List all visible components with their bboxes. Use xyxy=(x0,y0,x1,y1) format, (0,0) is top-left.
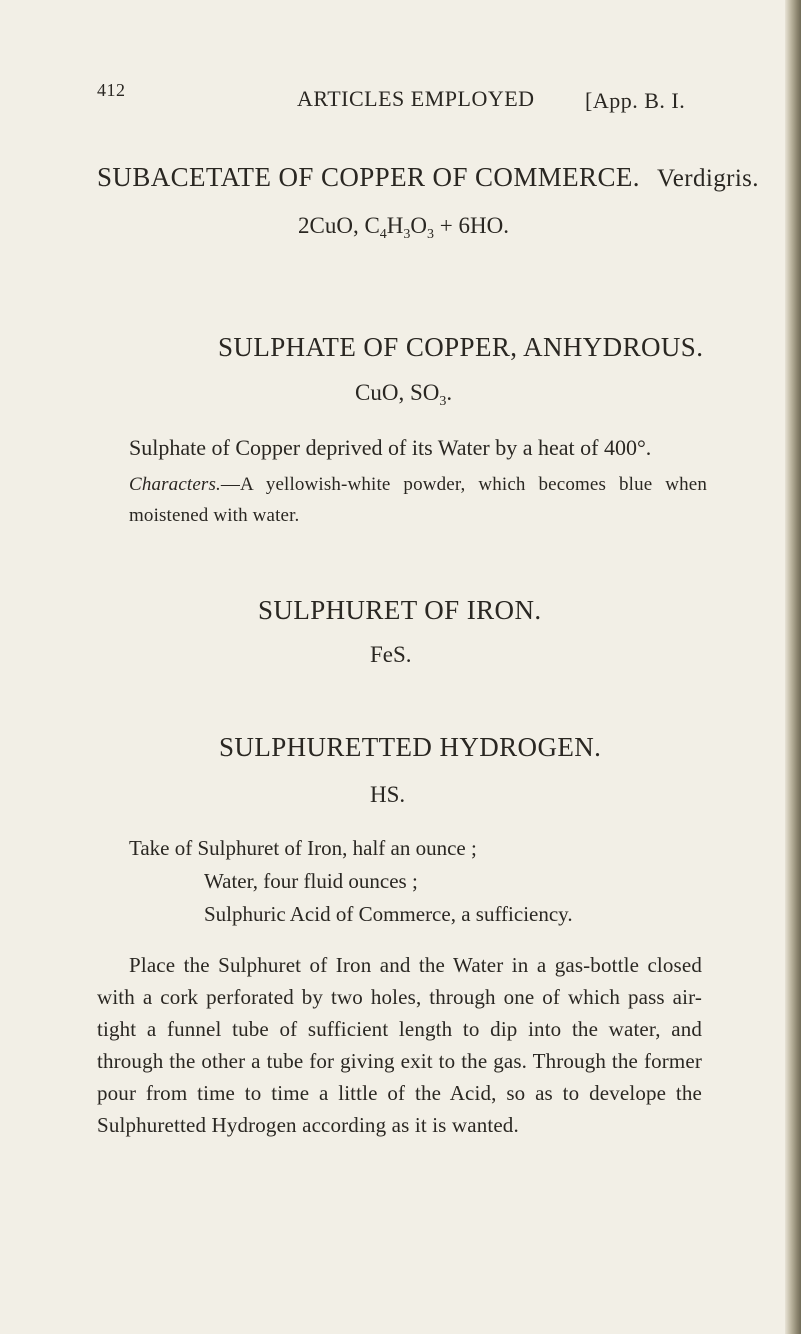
formula-part: O xyxy=(410,213,428,238)
method-paragraph: Place the Sulphuret of Iron and the Water in a gas-bottle closed with a cork perforated by two holes, through one of which pass air-tight a funnel tube of sufficient length to dip into the water, and through the other a tube for giving exit to the gas. Through the former pour from time to time a little of the Acid, so as to develope the Sulphuretted Hydrogen according as it is wanted. xyxy=(97,953,702,1137)
sulphuret-formula: FeS. xyxy=(370,642,412,667)
sulphate-formula xyxy=(355,380,453,409)
formula-part: + 6HO. xyxy=(434,213,509,238)
running-title: ARTICLES EMPLOYED xyxy=(297,86,535,111)
formula-part: . xyxy=(446,380,453,405)
subacetate-title: SUBACETATE OF COPPER OF COMMERCE. xyxy=(97,162,640,192)
formula-part: CuO, SO xyxy=(355,380,440,405)
formula-subscript: 3 xyxy=(403,227,411,242)
recipe-intro: Take of Sulphuret of Iron, half an ounce ; xyxy=(129,836,477,860)
formula-part: 2CuO, C xyxy=(298,213,380,238)
sulphate-description: Sulphate of Copper deprived of its Water by a heat of 400°. xyxy=(129,435,652,460)
page-number: 412 xyxy=(97,80,126,100)
sulphate-title: SULPHATE OF COPPER, ANHYDROUS. xyxy=(218,332,704,362)
hydrogen-formula: HS. xyxy=(370,782,406,807)
characters-label: Characters. xyxy=(129,474,221,495)
recipe-line-water: Water, four fluid ounces ; xyxy=(204,869,418,893)
sulphate-characters xyxy=(129,469,707,531)
subacetate-formula xyxy=(298,213,509,242)
hydrogen-title: SULPHURETTED HYDROGEN. xyxy=(219,732,602,762)
formula-subscript: 3 xyxy=(439,394,447,409)
recipe-line-acid: Sulphuric Acid of Commerce, a sufficiency. xyxy=(204,902,573,926)
page-edge-shadow xyxy=(785,0,801,1334)
formula-subscript: 3 xyxy=(427,227,435,242)
subacetate-alias: Verdigris. xyxy=(657,165,759,192)
appendix-reference: [App. B. I. xyxy=(585,88,686,113)
formula-part: H xyxy=(386,213,404,238)
characters-text: —A yellowish-white powder, which becomes blue when moistened with water. xyxy=(129,474,707,526)
formula-subscript: 4 xyxy=(379,227,387,242)
sulphuret-title: SULPHURET OF IRON. xyxy=(258,595,542,625)
subacetate-heading xyxy=(97,162,759,193)
